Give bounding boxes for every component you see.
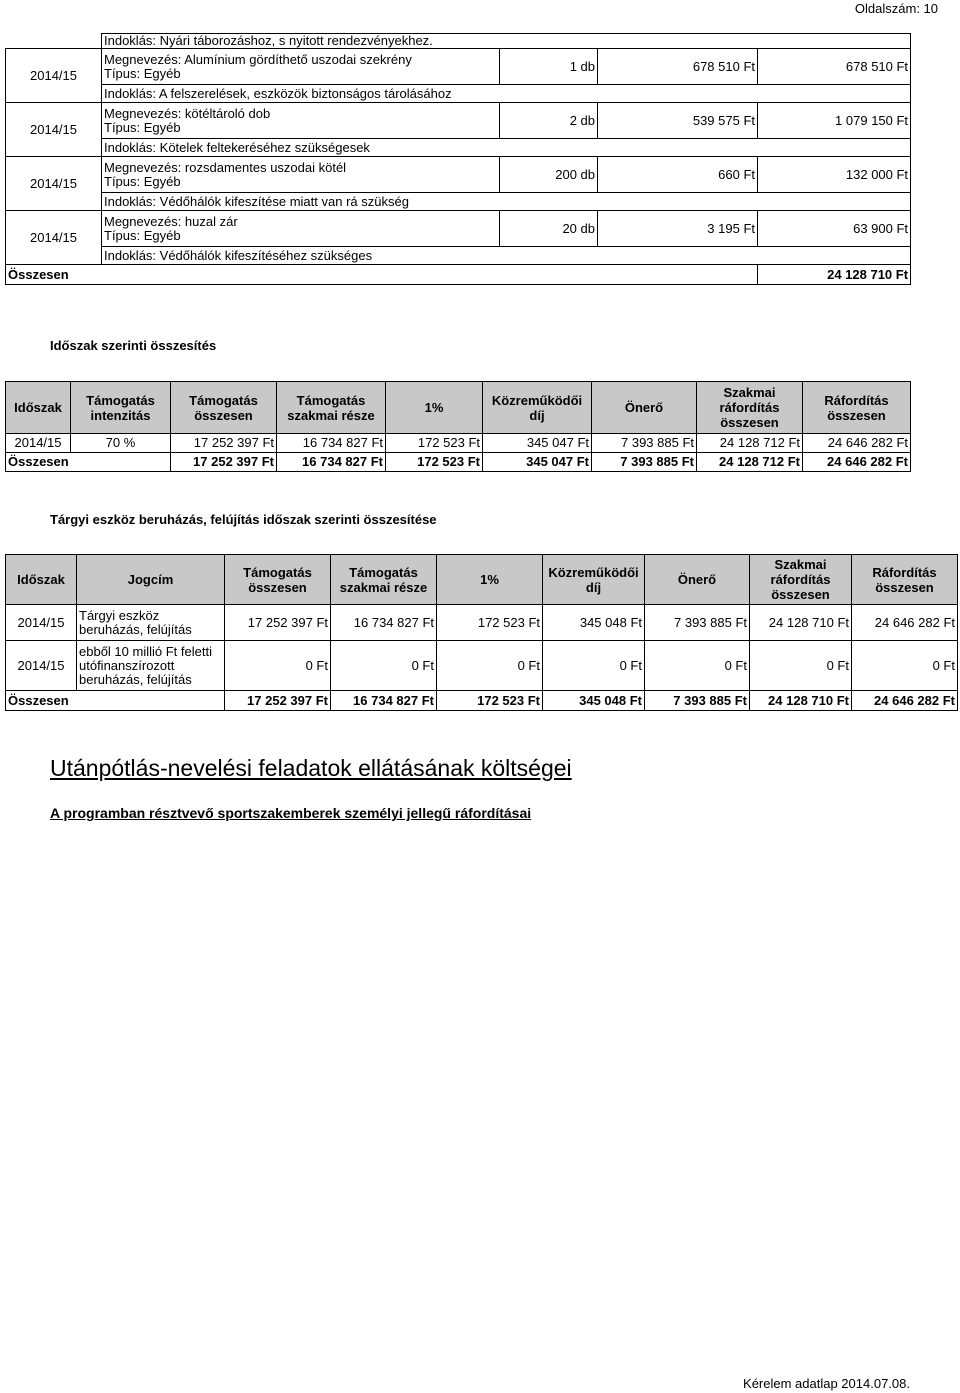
item-reason: Indoklás: Védőhálók kifeszítéséhez szükséges <box>102 247 911 265</box>
table-total-row <box>6 691 958 711</box>
table-cell: 0 Ft <box>645 641 750 691</box>
table-cell: 172 523 Ft <box>437 691 543 711</box>
item-name: Megnevezés: huzal zár <box>104 213 238 229</box>
page-number: Oldalszám: 10 <box>854 1 938 16</box>
item-unit-price: 3 195 Ft <box>598 211 758 247</box>
item-qty: 1 db <box>500 49 598 85</box>
table-cell: 16 734 827 Ft <box>277 434 386 453</box>
section-subheading: A programban résztvevő sportszakemberek személyi jellegű ráfordításai <box>50 805 532 821</box>
table-cell: ebből 10 millió Ft feletti utófinanszírozott beruházás, felújítás <box>77 641 225 691</box>
item-period: 2014/15 <box>6 211 102 265</box>
column-header: Szakmai ráfordítás összesen <box>750 555 852 605</box>
table-cell: 345 048 Ft <box>543 691 645 711</box>
column-header: Önerő <box>645 555 750 605</box>
items-total-label: Összesen <box>6 265 758 285</box>
column-header: Ráfordítás összesen <box>852 555 958 605</box>
table-cell: 24 646 282 Ft <box>803 453 911 472</box>
table-row <box>6 193 911 211</box>
table-cell: Összesen <box>6 453 171 472</box>
table-cell: 7 393 885 Ft <box>592 453 697 472</box>
table-cell: 70 % <box>71 434 171 453</box>
table-cell: 24 128 710 Ft <box>750 691 852 711</box>
column-header: Támogatás összesen <box>225 555 331 605</box>
item-reason: Indoklás: Védőhálók kifeszítése miatt van rá szükség <box>102 193 911 211</box>
item-name: Megnevezés: Alumínium gördíthető uszodai szekrény <box>104 51 412 67</box>
item-period: 2014/15 <box>6 49 102 103</box>
table-header-row <box>6 382 911 434</box>
item-type: Típus: Egyéb <box>104 227 181 243</box>
table-cell: 7 393 885 Ft <box>645 691 750 711</box>
table-cell: 16 734 827 Ft <box>277 453 386 472</box>
table-cell: 0 Ft <box>852 641 958 691</box>
column-header: 1% <box>386 382 483 434</box>
item-name: Megnevezés: rozsdamentes uszodai kötél <box>104 159 347 175</box>
table-cell: 24 646 282 Ft <box>852 691 958 711</box>
item-unit-price: 539 575 Ft <box>598 103 758 139</box>
item-unit-price: 678 510 Ft <box>598 49 758 85</box>
table-cell: 0 Ft <box>331 641 437 691</box>
column-header: Támogatás intenzitás <box>71 382 171 434</box>
table-cell: 24 128 710 Ft <box>750 605 852 641</box>
table-row <box>6 103 911 139</box>
table-cell: 7 393 885 Ft <box>592 434 697 453</box>
table-cell: 24 128 712 Ft <box>697 434 803 453</box>
item-qty: 200 db <box>500 157 598 193</box>
table-cell: Tárgyi eszköz beruházás, felújítás <box>77 605 225 641</box>
column-header: Szakmai ráfordítás összesen <box>697 382 803 434</box>
column-header: Közreműködői díj <box>483 382 592 434</box>
column-header: Támogatás összesen <box>171 382 277 434</box>
table-row <box>6 247 911 265</box>
table-row <box>6 49 911 85</box>
table-row <box>6 211 911 247</box>
item-reason: Indoklás: Kötelek feltekeréséhez szükségesek <box>102 139 911 157</box>
table-cell: 345 048 Ft <box>543 605 645 641</box>
table-header-row <box>6 555 958 605</box>
table-cell: 17 252 397 Ft <box>225 691 331 711</box>
table-row <box>6 434 911 453</box>
item-type: Típus: Egyéb <box>104 119 181 135</box>
column-header: Ráfordítás összesen <box>803 382 911 434</box>
table-cell: 345 047 Ft <box>483 453 592 472</box>
table-cell: 16 734 827 Ft <box>331 691 437 711</box>
table-row <box>6 265 911 285</box>
table-cell: 172 523 Ft <box>386 453 483 472</box>
table-row <box>6 605 958 641</box>
item-period: 2014/15 <box>6 157 102 211</box>
item-qty: 2 db <box>500 103 598 139</box>
column-header: Időszak <box>6 382 71 434</box>
item-qty: 20 db <box>500 211 598 247</box>
table-cell: 24 646 282 Ft <box>852 605 958 641</box>
section-heading: Utánpótlás-nevelési feladatok ellátásának költségei <box>50 755 572 781</box>
table-cell: 24 646 282 Ft <box>803 434 911 453</box>
item-total: 63 900 Ft <box>758 211 911 247</box>
table-row <box>6 34 911 49</box>
table-row <box>6 139 911 157</box>
item-period: 2014/15 <box>6 103 102 157</box>
item-reason: Indoklás: A felszerelések, eszközök biztonságos tárolásához <box>102 85 911 103</box>
table-cell: 172 523 Ft <box>437 605 543 641</box>
column-header: Közreműködői díj <box>543 555 645 605</box>
table-cell: 2014/15 <box>6 434 71 453</box>
items-table <box>5 33 911 285</box>
table-row <box>6 641 958 691</box>
table-cell: 17 252 397 Ft <box>225 605 331 641</box>
item-type: Típus: Egyéb <box>104 173 181 189</box>
item-name: Megnevezés: kötéltároló dob <box>104 105 271 121</box>
item-unit-price: 660 Ft <box>598 157 758 193</box>
column-header: Támogatás szakmai része <box>277 382 386 434</box>
column-header: Jogcím <box>77 555 225 605</box>
period-summary-title: Időszak szerinti összesítés <box>50 338 217 353</box>
items-total-value: 24 128 710 Ft <box>758 265 911 285</box>
item-type: Típus: Egyéb <box>104 65 181 81</box>
period-summary-table <box>5 381 911 472</box>
table-cell: 2014/15 <box>6 641 77 691</box>
asset-summary-title: Tárgyi eszköz beruházás, felújítás időszak szerinti összesítése <box>50 512 437 527</box>
table-cell: 17 252 397 Ft <box>171 434 277 453</box>
table-cell: 7 393 885 Ft <box>645 605 750 641</box>
table-cell: 172 523 Ft <box>386 434 483 453</box>
item-total: 678 510 Ft <box>758 49 911 85</box>
item-reason-top: Indoklás: Nyári táborozáshoz, s nyitott rendezvényekhez. <box>102 34 911 49</box>
table-cell: 0 Ft <box>543 641 645 691</box>
asset-summary-table <box>5 554 958 711</box>
table-row <box>6 85 911 103</box>
table-cell: 345 047 Ft <box>483 434 592 453</box>
item-total: 132 000 Ft <box>758 157 911 193</box>
footer: Kérelem adatlap 2014.07.08. <box>743 1376 910 1391</box>
table-cell: Összesen <box>6 691 225 711</box>
table-row <box>6 157 911 193</box>
table-cell: 2014/15 <box>6 605 77 641</box>
column-header: Önerő <box>592 382 697 434</box>
table-cell: 0 Ft <box>750 641 852 691</box>
column-header: Időszak <box>6 555 77 605</box>
table-cell: 0 Ft <box>225 641 331 691</box>
table-total-row <box>6 453 911 472</box>
table-cell: 17 252 397 Ft <box>171 453 277 472</box>
table-cell: 24 128 712 Ft <box>697 453 803 472</box>
column-header: Támogatás szakmai része <box>331 555 437 605</box>
column-header: 1% <box>437 555 543 605</box>
table-cell: 16 734 827 Ft <box>331 605 437 641</box>
table-cell: 0 Ft <box>437 641 543 691</box>
item-total: 1 079 150 Ft <box>758 103 911 139</box>
